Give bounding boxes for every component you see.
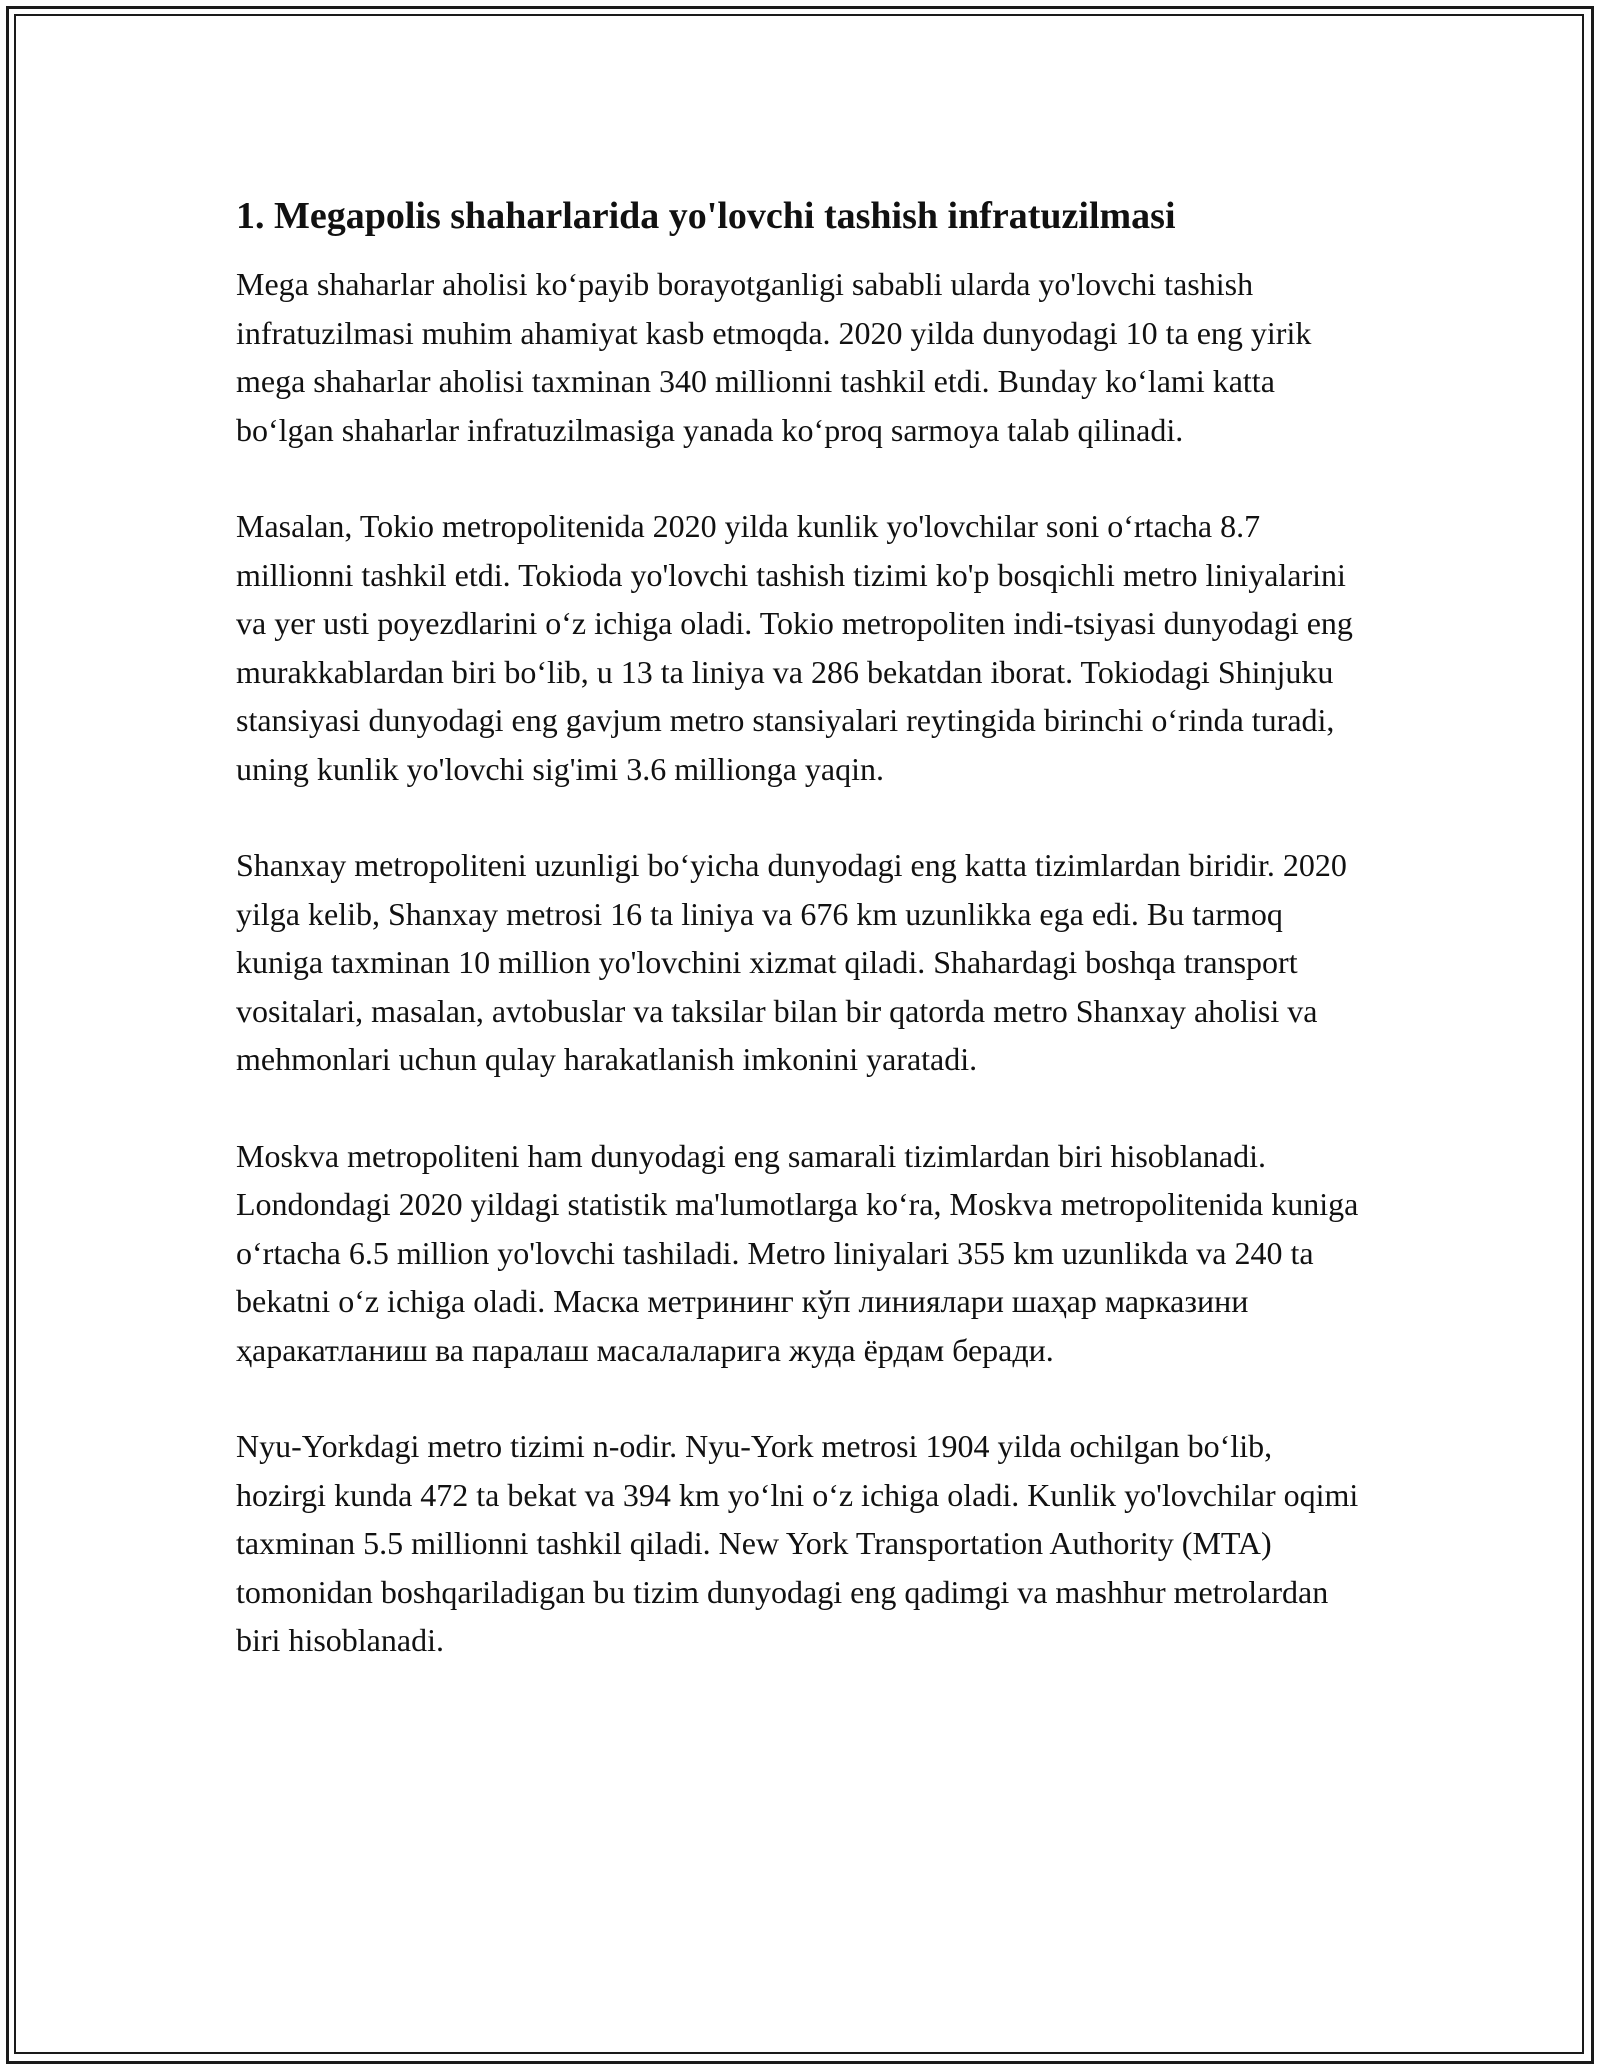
paragraph-intro: Mega shaharlar aholisi ko‘payib borayotganligi sababli ularda yo'lovchi tashish infratuzilmasi muhim ahamiyat kasb etmoqda. 2020 yilda dunyodagi 10 ta eng yirik mega shaharlar aholisi taxminan 340 millionni tashkil etdi. Bunday ko‘lami katta bo‘lgan shaharlar infratuzilmasiga yanada ko‘proq sarmoya talab qilinadi. <box>236 266 1312 448</box>
document-body <box>236 188 1366 1713</box>
section-heading: 1. Megapolis shaharlarida yo'lovchi tashish infratuzilmasi <box>236 195 1176 237</box>
paragraph-new-york: Nyu-Yorkdagi metro tizimi n-odir. Nyu-York metrosi 1904 yilda ochilgan bo‘lib, hozirgi kunda 472 ta bekat va 394 km yo‘lni o‘z ichiga oladi. Kunlik yo'lovchilar oqimi taxminan 5.5 millionni tashkil qiladi. New York Transportation Authority (MTA) tomonidan boshqariladigan bu tizim dunyodagi eng qadimgi va mashhur metrolardan biri hisoblanadi. <box>236 1428 1359 1658</box>
paragraph-tokyo: Masalan, Tokio metropolitenida 2020 yilda kunlik yo'lovchilar soni o‘rtacha 8.7 millionni tashkil etdi. Tokioda yo'lovchi tashish tizimi ko'p bosqichli metro liniyalarini va yer usti poyezdlarini o‘z ichiga oladi. Tokio metropoliten indi-tsiyasi dunyodagi eng murakkablardan biri bo‘lib, u 13 ta liniya va 286 bekatdan iborat. Tokiodagi Shinjuku stansiyasi dunyodagi eng gavjum metro stansiyalari reytingida birinchi o‘rinda turadi, uning kunlik yo'lovchi sig'imi 3.6 millionga yaqin. <box>236 508 1353 787</box>
paragraph-shanghai: Shanxay metropoliteni uzunligi bo‘yicha dunyodagi eng katta tizimlardan biridir. 2020 yilga kelib, Shanxay metrosi 16 ta liniya va 676 km uzunlikka ega edi. Bu tarmoq kuniga taxminan 10 million yo'lovchini xizmat qiladi. Shahardagi boshqa transport vositalari, masalan, avtobuslar va taksilar bilan bir qatorda metro Shanxay aholisi va mehmonlari uchun qulay harakatlanish imkonini yaratadi. <box>236 847 1347 1077</box>
paragraph-moscow: Moskva metropoliteni ham dunyodagi eng samarali tizimlardan biri hisoblanadi. Londondagi 2020 yildagi statistik ma'lumotlarga ko‘ra, Moskva metropolitenida kuniga o‘rtacha 6.5 million yo'lovchi tashiladi. Metro liniyalari 355 km uzunlikda va 240 ta bekatni o‘z ichiga oladi. Маска метрининг кўп линиялари шаҳар марказини ҳаракатланиш ва паралаш масалаларига жуда ёрдам беради. <box>236 1137 1359 1368</box>
